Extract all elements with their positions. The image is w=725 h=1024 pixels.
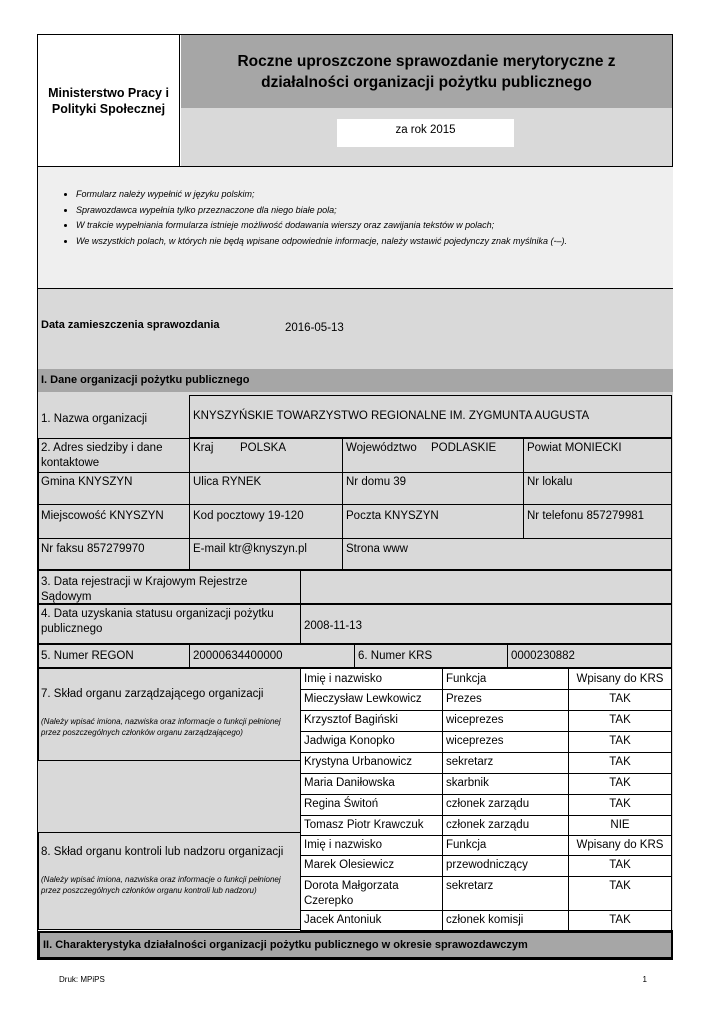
control-role-cell: członek komisji bbox=[446, 914, 524, 926]
board-name-cell: Krystyna Urbanowicz bbox=[304, 756, 413, 768]
board-col-krs: Wpisany do KRS bbox=[576, 673, 664, 685]
year-field[interactable] bbox=[337, 119, 514, 147]
regon-value: 20000634400000 bbox=[193, 650, 283, 662]
krs-date-label: 3. Data rejestracji w Krajowym Rejestrze Sądowym bbox=[41, 576, 248, 603]
board-name-cell: Maria Daniłowska bbox=[304, 777, 395, 789]
control-name-cell: Jacek Antoniuk bbox=[304, 914, 382, 926]
board-krs-cell: TAK bbox=[609, 777, 631, 789]
print-label: Druk: MPiPS bbox=[59, 975, 105, 984]
board-name-cell: Jadwiga Konopko bbox=[304, 735, 395, 747]
divider bbox=[38, 538, 672, 539]
board-role-cell: członek zarządu bbox=[446, 819, 530, 831]
voivodeship-value: PODLASKIE bbox=[431, 442, 497, 454]
control-col-name: Imię i nazwisko bbox=[304, 839, 382, 851]
board-krs-cell: TAK bbox=[609, 693, 631, 705]
opp-date-label: 4. Data uzyskania statusu organizacji pożytku publicznego bbox=[41, 608, 274, 635]
country-value: POLSKA bbox=[240, 442, 287, 454]
board-krs-cell: TAK bbox=[609, 756, 631, 768]
ministry-name: Ministerstwo Pracy i Polityki Społecznej bbox=[48, 85, 169, 116]
website: Strona www bbox=[346, 543, 408, 555]
address-label: 2. Adres siedziby i dane kontaktowe bbox=[41, 442, 163, 469]
control-col-krs: Wpisany do KRS bbox=[576, 839, 664, 851]
voivodeship-label: Województwo bbox=[346, 442, 417, 454]
locality: Miejscowość KNYSZYN bbox=[41, 510, 164, 522]
country-label: Kraj bbox=[193, 442, 214, 454]
board-note: (Należy wpisać imiona, nazwiska oraz informacje o funkcji pełnionej przez poszczególnych członków organu zarządzającego) bbox=[41, 717, 281, 737]
control-label: 8. Skład organu kontroli lub nadzoru organizacji bbox=[41, 846, 284, 858]
board-name-cell: Regina Świtoń bbox=[304, 798, 379, 810]
control-name-cell: Dorota Małgorzata Czerepko bbox=[304, 880, 399, 907]
org-name-value: KNYSZYŃSKIE TOWARZYSTWO REGIONALNE IM. ZYGMUNTA AUGUSTA bbox=[193, 410, 590, 422]
control-krs-cell: TAK bbox=[609, 859, 631, 871]
board-name-cell: Mieczysław Lewkowicz bbox=[304, 693, 422, 705]
board-role-cell: wiceprezes bbox=[446, 735, 504, 747]
phone: Nr telefonu 857279981 bbox=[527, 510, 645, 522]
instruction-item: • Formularz należy wypełnić w języku polskim; bbox=[76, 187, 673, 203]
year-label: za rok 2015 bbox=[395, 124, 456, 136]
board-col-name: Imię i nazwisko bbox=[304, 673, 382, 685]
board-name-cell: Krzysztof Bagiński bbox=[304, 714, 398, 726]
page-number: 1 bbox=[642, 975, 647, 984]
email: E-mail ktr@knyszyn.pl bbox=[193, 543, 307, 555]
section-2-title bbox=[38, 931, 673, 959]
fax: Nr faksu 857279970 bbox=[41, 543, 145, 555]
control-role-cell: przewodniczący bbox=[446, 859, 528, 871]
ministry-box bbox=[38, 35, 180, 166]
regon-label: 5. Numer REGON bbox=[41, 650, 134, 662]
instructions bbox=[38, 167, 673, 288]
section-2-title-text: II. Charakterystyka działalności organizacji pożytku publicznego w okresie sprawozdawczym bbox=[43, 939, 528, 951]
board-name-cell: Tomasz Piotr Krawczuk bbox=[304, 819, 424, 831]
post-office: Poczta KNYSZYN bbox=[346, 510, 439, 522]
board-label: 7. Skład organu zarządzającego organizacji bbox=[41, 688, 264, 700]
board-role-cell: członek zarządu bbox=[446, 798, 530, 810]
board-col-role: Funkcja bbox=[446, 673, 487, 685]
control-name-cell: Marek Olesiewicz bbox=[304, 859, 395, 871]
instruction-item: • W trakcie wypełniania formularza istnieje możliwość dodawania wierszy oraz zawijania tekstów w polach; bbox=[76, 218, 673, 234]
board-role-cell: sekretarz bbox=[446, 756, 494, 768]
apartment-number: Nr lokalu bbox=[527, 476, 573, 488]
org-name-label: 1. Nazwa organizacji bbox=[41, 413, 148, 425]
board-role-cell: Prezes bbox=[446, 693, 482, 705]
krs-label: 6. Numer KRS bbox=[358, 650, 433, 662]
board-krs-cell: NIE bbox=[610, 819, 630, 831]
section-1-title bbox=[38, 369, 673, 392]
district: Powiat MONIECKI bbox=[527, 442, 622, 454]
postal-code: Kod pocztowy 19-120 bbox=[193, 510, 304, 522]
house-number: Nr domu 39 bbox=[346, 476, 407, 488]
publication-date: 2016-05-13 bbox=[285, 322, 344, 334]
control-role-cell: sekretarz bbox=[446, 880, 494, 892]
board-krs-cell: TAK bbox=[609, 735, 631, 747]
commune: Gmina KNYSZYN bbox=[41, 476, 133, 488]
control-krs-cell: TAK bbox=[609, 880, 631, 892]
instruction-item: • Sprawozdawca wypełnia tylko przeznaczone dla niego białe pola; bbox=[76, 203, 673, 219]
control-col-role: Funkcja bbox=[446, 839, 487, 851]
opp-date-value: 2008-11-13 bbox=[304, 620, 362, 632]
divider bbox=[38, 504, 672, 505]
title-box bbox=[181, 35, 672, 108]
board-krs-cell: TAK bbox=[609, 798, 631, 810]
control-note: (Należy wpisać imiona, nazwiska oraz informacje o funkcji pełnionej przez poszczególnych członków organu kontroli lub nadzoru) bbox=[41, 875, 281, 895]
board-krs-cell: TAK bbox=[609, 714, 631, 726]
board-role-cell: wiceprezes bbox=[446, 714, 504, 726]
krs-date-value[interactable] bbox=[301, 573, 501, 593]
form-title: Roczne uproszczone sprawozdanie merytoryczne z działalności organizacji pożytku publicznego bbox=[237, 52, 616, 91]
street: Ulica RYNEK bbox=[193, 476, 262, 488]
section-1-title-text: I. Dane organizacji pożytku publicznego bbox=[41, 374, 250, 386]
instruction-item: • We wszystkich polach, w których nie będą wpisane odpowiednie informacje, należy wstawić pojedynczy znak myślnika (-–). bbox=[76, 234, 673, 250]
board-role-cell: skarbnik bbox=[446, 777, 489, 789]
control-krs-cell: TAK bbox=[609, 914, 631, 926]
publication-label: Data zamieszczenia sprawozdania bbox=[41, 319, 220, 331]
krs-value: 0000230882 bbox=[511, 650, 575, 662]
